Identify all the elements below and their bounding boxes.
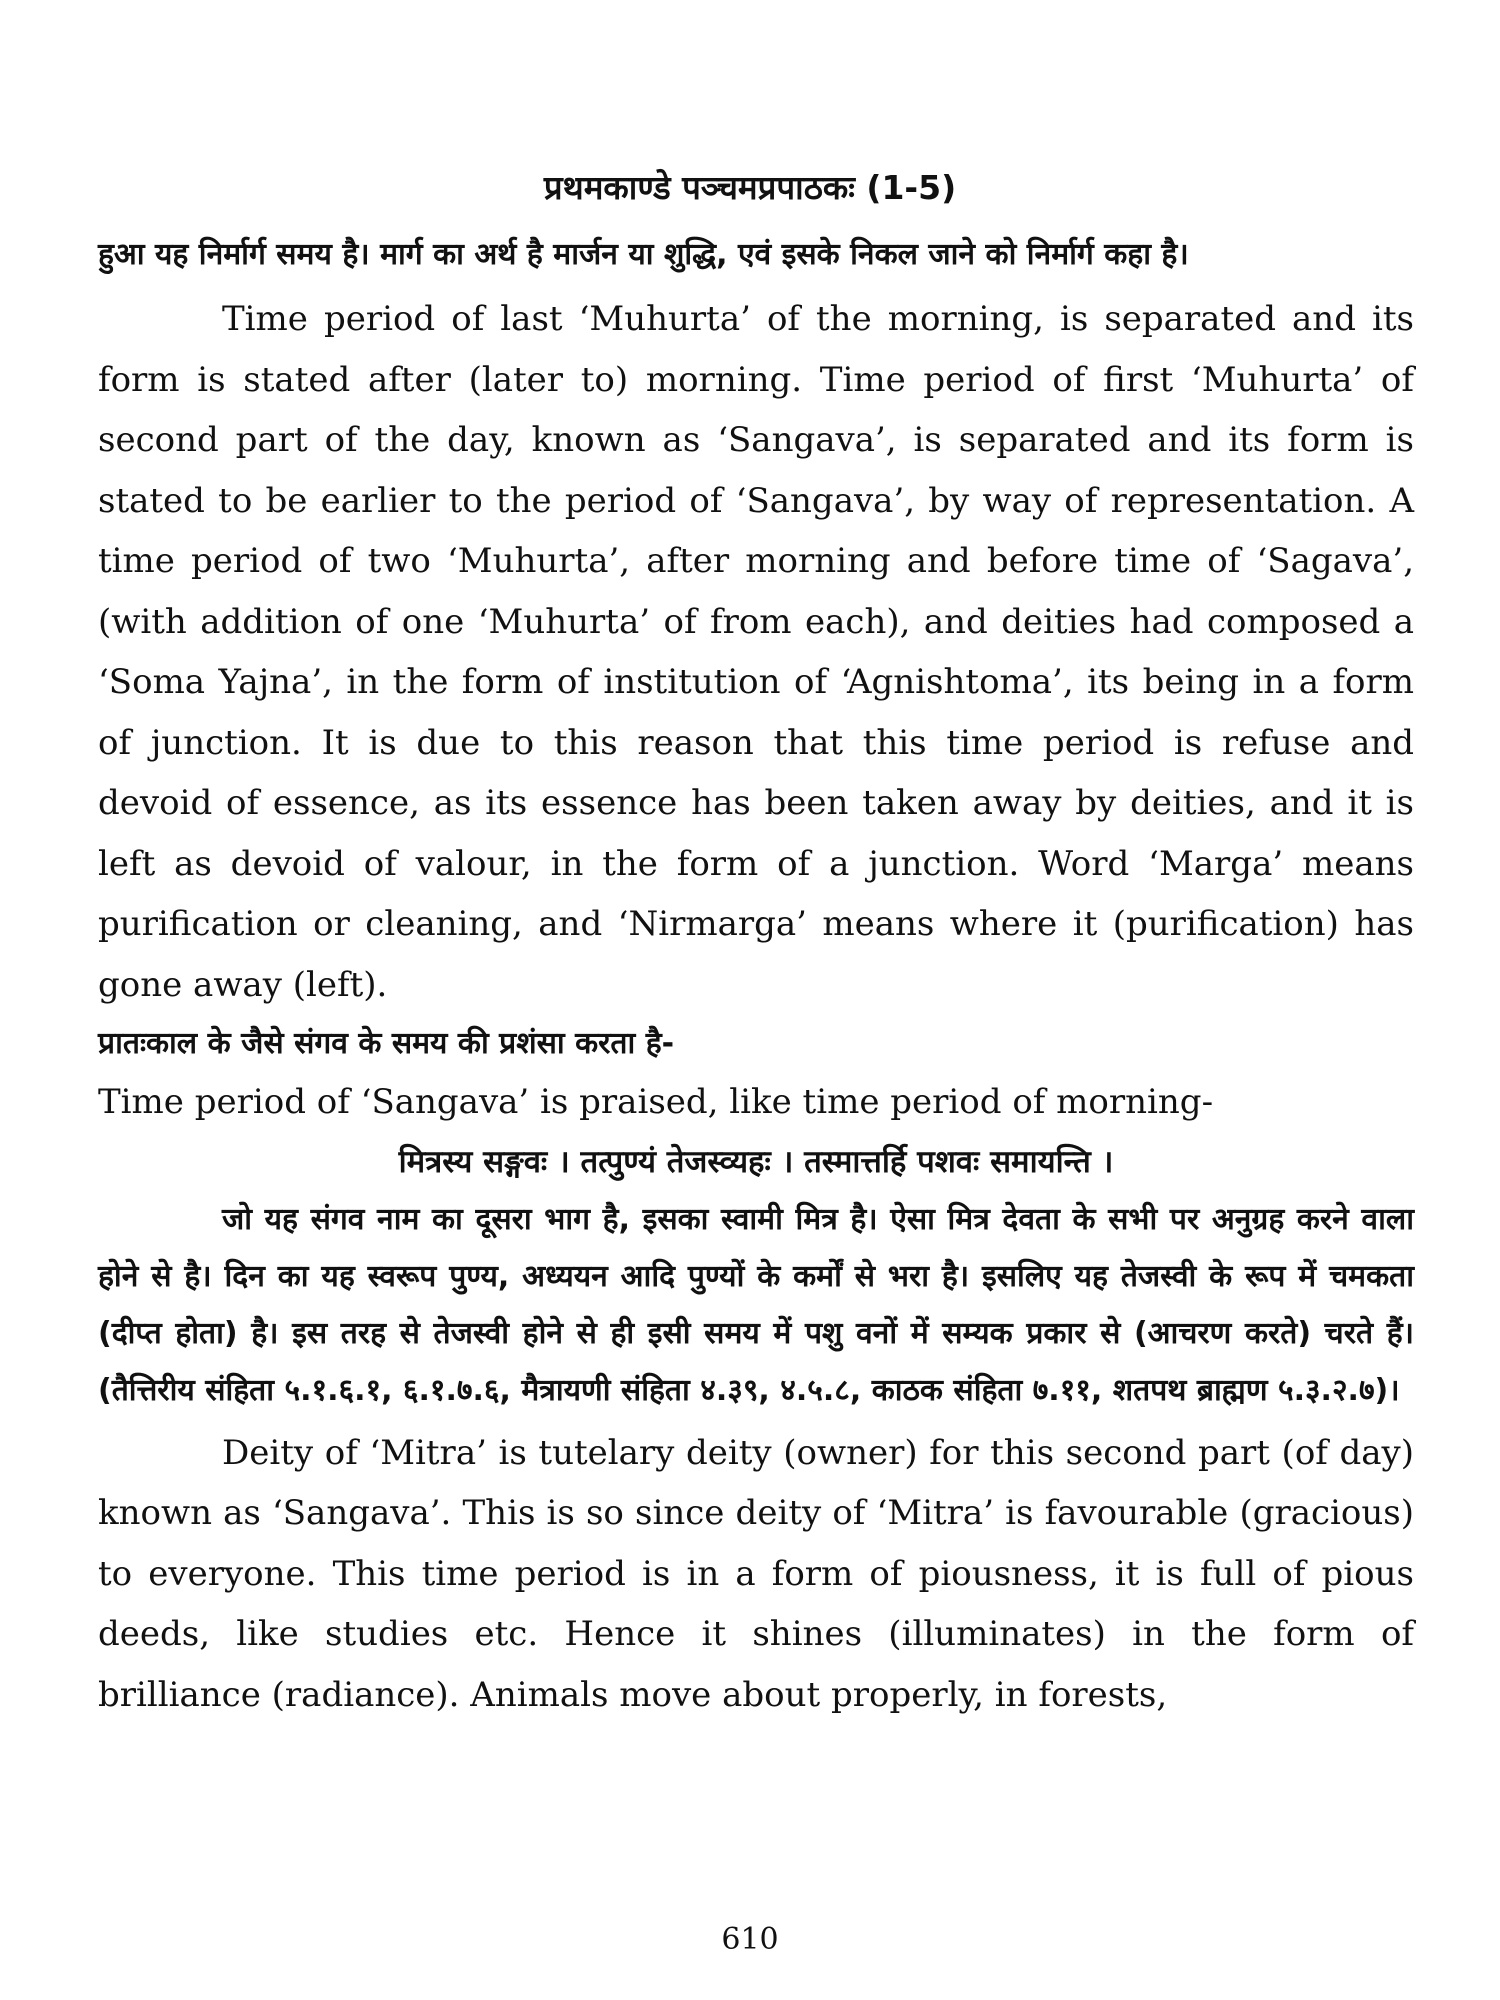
english-paragraph-2: Time period of ‘Sangava’ is praised, like time period of morning-	[98, 1082, 1214, 1122]
running-title: प्रथमकाण्डे पञ्चमप्रपाठकः (1-5)	[543, 168, 957, 207]
english-paragraph-1: Time period of last ‘Muhurta’ of the morning, is separated and its form is stated after (later to) morning. Time period of first ‘Muhurta’ of second part of the day, known as ‘Sangava’, is separated and its form is stated to be earlier to the period of ‘Sangava’, by way of representation. A time period of two ‘Muhurta’, after morning and before time of ‘Sagava’, (with addition of one ‘Muhurta’ of from each), and deities had composed a ‘Soma Yajna’, in the form of institution of ‘Agnishtoma’, its being in a form of junction. It is due to this reason that this time period is refuse and devoid of essence, as its essence has been taken away by deities, and it is left as devoid of valour, in the form of a junction. Word ‘Marga’ means purification or cleaning, and ‘Nirmarga’ means where it (purification) has gone away (left).	[98, 299, 1414, 1005]
english-paragraph-3: Deity of ‘Mitra’ is tutelary deity (owner) for this second part (of day) known as ‘Sangava’. This is so since deity of ‘Mitra’ is favourable (gracious) to everyone. This time period is in a form of piousness, it is full of pious deeds, like studies etc. Hence it shines (illuminates) in the form of brilliance (radiance). Animals move about properly, in forests,	[98, 1432, 1414, 1715]
hindi-paragraph-1: हुआ यह निर्मार्ग समय है। मार्ग का अर्थ है मार्जन या शुद्धि, एवं इसके निकल जाने को निर्मार्ग कहा है।	[98, 237, 1189, 272]
page-number: 610	[721, 1922, 779, 1957]
hindi-paragraph-3: जो यह संगव नाम का दूसरा भाग है, इसका स्वामी मित्र है। ऐसा मित्र देवता के सभी पर अनुग्रह करने वाला होने से है। दिन का यह स्वरूप पुण्य, अध्ययन आदि पुण्यों के कर्मों से भरा है। इसलिए यह तेजस्वी के रूप में चमकता (दीप्त होता) है। इस तरह से तेजस्वी होने से ही इसी समय में पशु वनों में सम्यक प्रकार से (आचरण करते) चरते हैं। (तैत्तिरीय संहिता ५.१.६.१, ६.१.७.६, मैत्रायणी संहिता ४.३९, ४.५.८, काठक संहिता ७.११, शतपथ ब्राह्मण ५.३.२.७)।	[98, 1201, 1414, 1408]
sanskrit-verse: मित्रस्य सङ्गवः । तत्पुण्यं तेजस्व्यहः । तस्मात्तर्हि पशवः समायन्ति ।	[398, 1143, 1114, 1180]
hindi-paragraph-2: प्रातःकाल के जैसे संगव के समय की प्रशंसा करता है-	[98, 1026, 675, 1061]
body-text	[98, 226, 1414, 1725]
